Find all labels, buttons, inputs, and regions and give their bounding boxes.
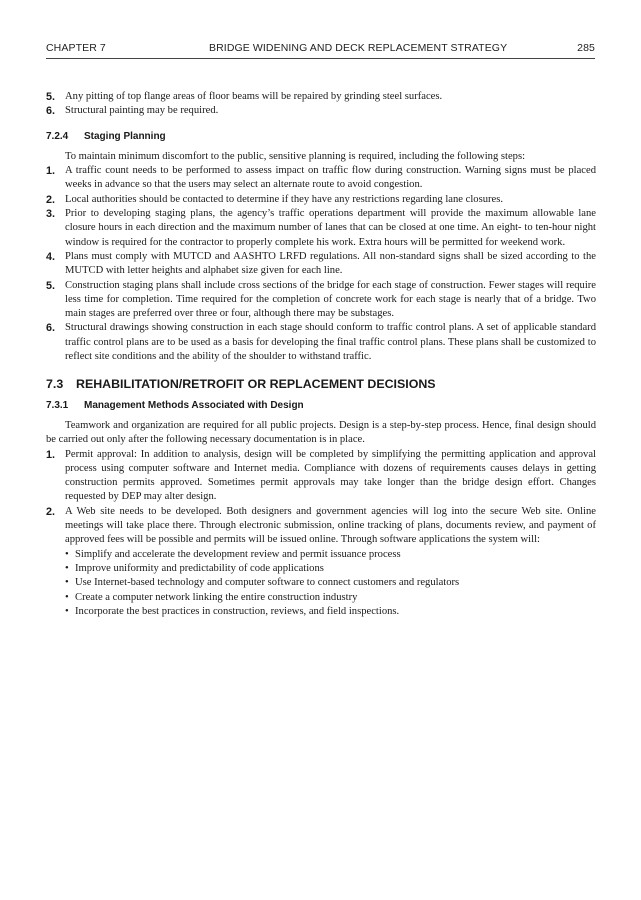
list-text: A Web site needs to be developed. Both designers and government agencies will log into the secure Web site. Online meetings will take place there. Through electronic submission, online tracking of plans, documents review, and payment of approved fees will be possible and permits will be issued online. Through software applications the system will: bbox=[65, 505, 596, 546]
staging-steps-list bbox=[46, 164, 596, 364]
list-number: 1. bbox=[46, 165, 56, 178]
bullet-marker: • bbox=[65, 605, 69, 617]
list-item bbox=[46, 90, 596, 104]
section-number: 7.2.4 bbox=[46, 130, 69, 142]
list-text: Permit approval: In addition to analysis, design will be completed by simplifying the permitting application and approval process using computer software and Internet media. Compliance with dozens of requirements causes delays in getting construction permits approved. Sometimes permit approvals may take longer than the bridge design effort. Changes requested by DEP may alter design. bbox=[65, 448, 596, 503]
bullet-text: Incorporate the best practices in construction, reviews, and field inspections. bbox=[75, 605, 400, 617]
section-title: Staging Planning bbox=[84, 130, 166, 142]
bullet-item bbox=[65, 562, 596, 576]
page-body bbox=[46, 90, 596, 619]
bullet-marker: • bbox=[65, 577, 69, 589]
section-title: REHABILITATION/RETROFIT OR REPLACEMENT DECISIONS bbox=[76, 377, 436, 392]
list-item bbox=[46, 164, 596, 193]
bullet-item bbox=[65, 591, 596, 605]
section-number: 7.3.1 bbox=[46, 399, 69, 411]
list-number: 5. bbox=[46, 91, 56, 103]
repair-list bbox=[46, 90, 596, 119]
list-item bbox=[46, 505, 596, 619]
list-number: 6. bbox=[46, 105, 56, 118]
list-item bbox=[46, 321, 596, 364]
chapter-title: BRIDGE WIDENING AND DECK REPLACEMENT STRATEGY bbox=[209, 42, 508, 54]
list-item bbox=[46, 193, 596, 207]
list-text: Local authorities should be contacted to determine if they have any restrictions regarding lane closures. bbox=[65, 193, 504, 205]
list-text: Any pitting of top flange areas of floor beams will be repaired by grinding steel surfaces. bbox=[65, 91, 443, 102]
header-rule bbox=[46, 58, 595, 59]
bullet-item bbox=[65, 548, 596, 562]
section-heading-7-3-1 bbox=[46, 399, 596, 413]
list-number: 2. bbox=[46, 193, 56, 206]
bullet-text: Use Internet-based technology and computer software to connect customers and regulators bbox=[75, 577, 460, 589]
bullet-text: Improve uniformity and predictability of code applications bbox=[75, 562, 324, 574]
list-item bbox=[46, 448, 596, 505]
list-number: 2. bbox=[46, 505, 56, 518]
page-number: 285 bbox=[577, 42, 595, 54]
bullet-marker: • bbox=[65, 562, 69, 574]
bullet-item bbox=[65, 605, 596, 619]
list-number: 5. bbox=[46, 279, 56, 292]
list-number: 4. bbox=[46, 250, 56, 263]
section-number: 7.3 bbox=[46, 377, 64, 392]
list-item bbox=[46, 279, 596, 322]
list-text: Structural painting may be required. bbox=[65, 105, 219, 117]
list-text: A traffic count needs to be performed to assess impact on traffic flow during construction. Warning signs must be placed weeks in advance so that the users may select an alternate route to avoid congestion. bbox=[65, 165, 596, 191]
list-item bbox=[46, 250, 596, 279]
bullet-marker: • bbox=[65, 548, 69, 560]
section-title: Management Methods Associated with Design bbox=[84, 399, 304, 411]
list-number: 6. bbox=[46, 322, 56, 335]
chapter-label: CHAPTER 7 bbox=[46, 42, 106, 54]
list-text: Structural drawings showing construction in each stage should conform to traffic control plans. A set of applicable standard traffic control plans are to be used as a basis for developing the final traffic control plans. These plans shall be customized to reflect site conditions and the ability of the shoulder to withstand traffic. bbox=[65, 322, 596, 363]
list-item bbox=[46, 104, 596, 118]
system-goals-list bbox=[65, 548, 596, 619]
list-item bbox=[46, 207, 596, 250]
paragraph: To maintain minimum discomfort to the public, sensitive planning is required, including the following steps: bbox=[65, 150, 526, 162]
list-number: 3. bbox=[46, 208, 56, 221]
list-text: Construction staging plans shall include cross sections of the bridge for each stage of construction. Fewer stages will require less time for completion. Time required for the completion of concrete work for each stage is nearly that of a bridge. Two main stages are preferred over three or four, although there may be substages. bbox=[65, 279, 596, 320]
list-text: Prior to developing staging plans, the agency’s traffic operations department will provide the maximum allowable lane closure hours in each direction and the maximum number of lanes that can be closed at one time. An eight- to ten-hour night window is required for the contractor to properly complete his work. Extra hours will be permitted for weekend work. bbox=[65, 208, 596, 248]
documentation-list bbox=[46, 448, 596, 620]
list-text: Plans must comply with MUTCD and AASHTO LRFD regulations. All non-standard signs shall be sized according to the MUTCD with letter heights and alphabet size given for each line. bbox=[65, 250, 596, 277]
bullet-item bbox=[65, 576, 596, 590]
paragraph: Teamwork and organization are required for all public projects. Design is a step-by-step process. Hence, final design should be carried out only after the following necessary documentation is in place. bbox=[46, 419, 596, 446]
bullet-text: Create a computer network linking the entire construction industry bbox=[75, 591, 358, 603]
section-heading-7-3 bbox=[46, 377, 596, 391]
section-heading-7-2-4 bbox=[46, 130, 596, 144]
running-header bbox=[46, 42, 595, 54]
bullet-text: Simplify and accelerate the development review and permit issuance process bbox=[75, 548, 401, 560]
list-number: 1. bbox=[46, 448, 56, 461]
bullet-marker: • bbox=[65, 591, 69, 603]
